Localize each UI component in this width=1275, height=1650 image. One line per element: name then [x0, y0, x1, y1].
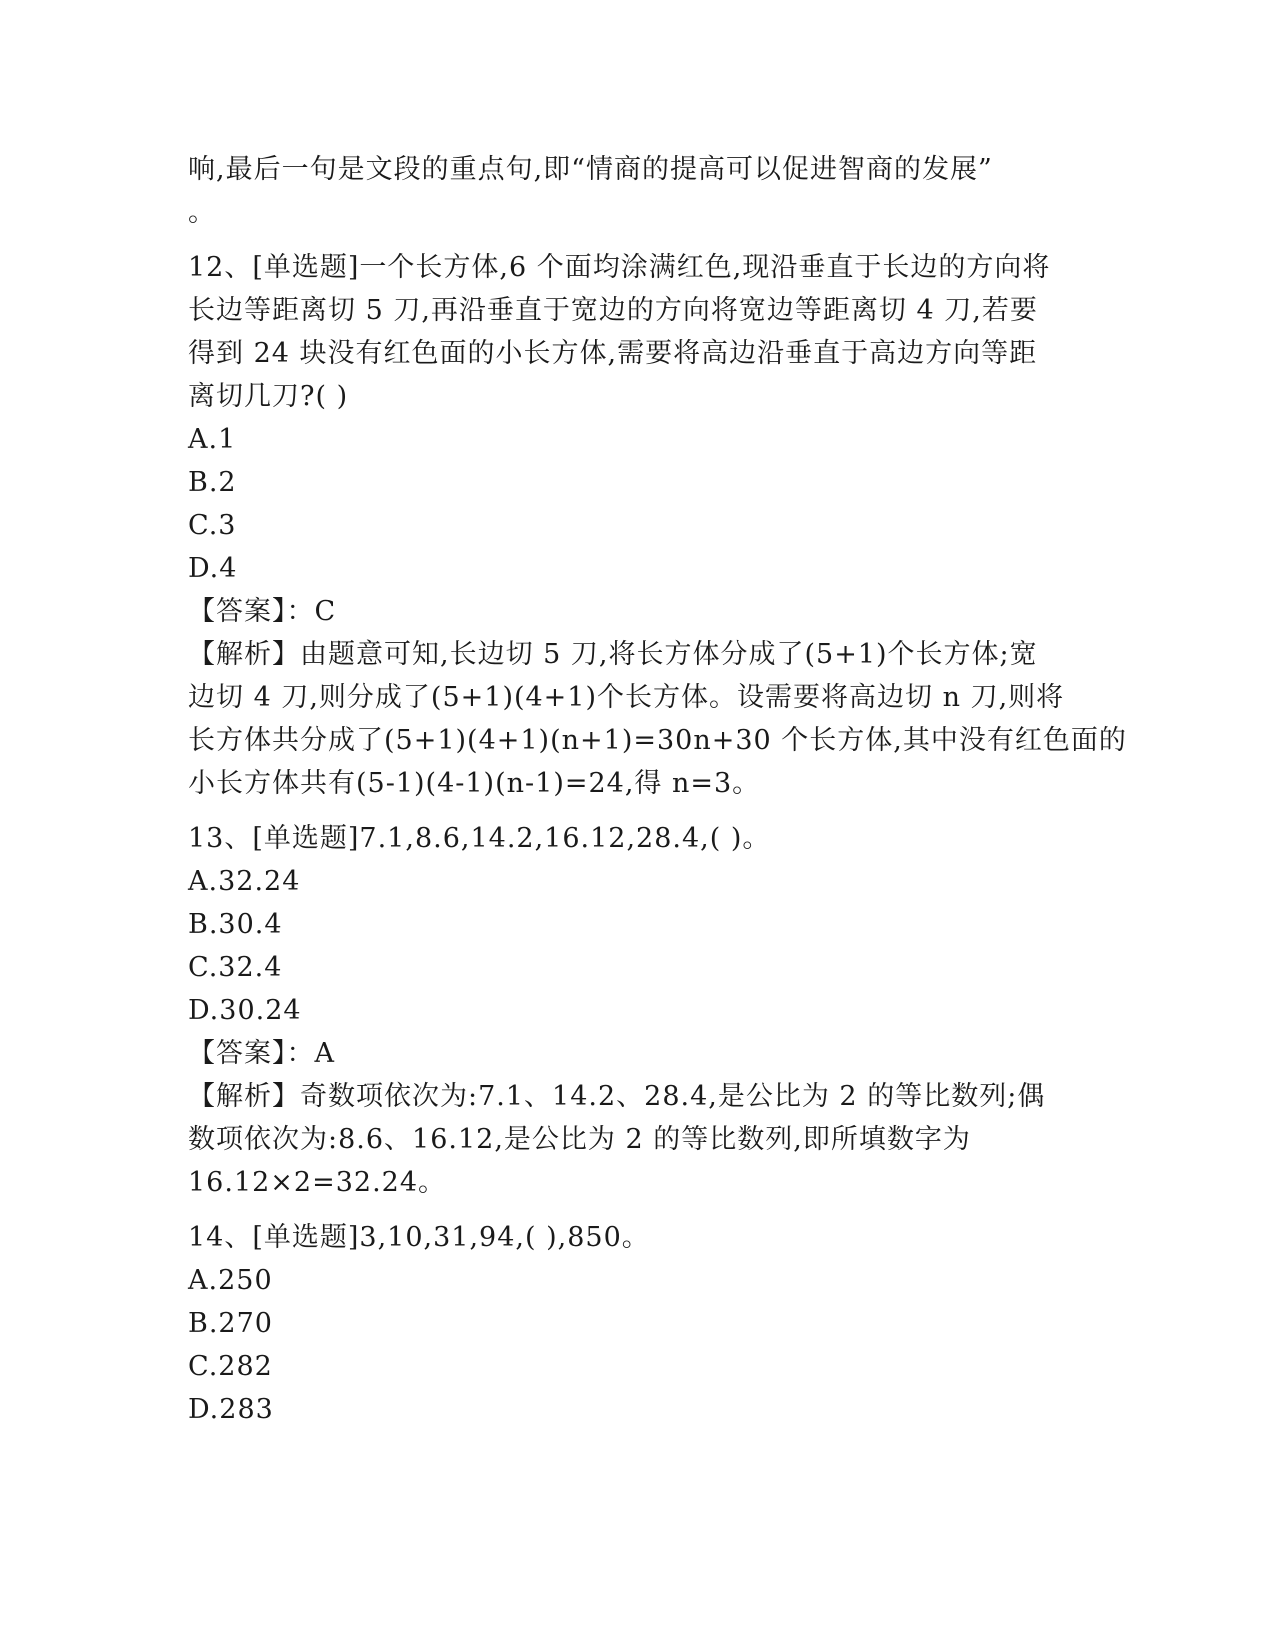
analysis-line: 数项依次为:8.6、16.12,是公比为 2 的等比数列,即所填数字为: [188, 1124, 971, 1155]
option-a: A.1: [188, 424, 237, 455]
option-a: A.250: [188, 1265, 273, 1296]
intro-line: 响,最后一句是文段的重点句,即“情商的提高可以促进智商的发展”: [188, 154, 993, 185]
option-d: D.4: [188, 553, 238, 584]
option-c: C.32.4: [188, 952, 283, 983]
question-stem-line: 长边等距离切 5 刀,再沿垂直于宽边的方向将宽边等距离切 4 刀,若要: [188, 295, 1038, 326]
option-b: B.30.4: [188, 909, 283, 940]
analysis-line: 16.12×2=32.24。: [188, 1167, 447, 1198]
option-d: D.30.24: [188, 995, 302, 1026]
question-stem-line: 得到 24 块没有红色面的小长方体,需要将高边沿垂直于高边方向等距: [188, 338, 1038, 369]
option-b: B.270: [188, 1308, 273, 1339]
paragraph-gap: [188, 1204, 1088, 1216]
analysis-line: 边切 4 刀,则分成了(5+1)(4+1)个长方体。设需要将高边切 n 刀,则将: [188, 682, 1065, 713]
paragraph-gap: [188, 234, 1088, 246]
question-stem-line: 12、[单选题]一个长方体,6 个面均涂满红色,现沿垂直于长边的方向将: [188, 252, 1051, 283]
question-13: [188, 817, 1088, 1204]
option-a: A.32.24: [188, 866, 301, 897]
question-stem-line: 离切几刀?( ): [188, 381, 349, 412]
paragraph-gap: [188, 805, 1088, 817]
analysis-line: 长方体共分成了(5+1)(4+1)(n+1)=30n+30 个长方体,其中没有红色面的: [188, 725, 1127, 756]
option-b: B.2: [188, 467, 237, 498]
question-stem-line: 14、[单选题]3,10,31,94,( ),850。: [188, 1222, 650, 1253]
intro-paragraph: [188, 148, 1088, 234]
intro-line: 。: [188, 197, 216, 228]
document-body: [188, 148, 1127, 1431]
option-d: D.283: [188, 1394, 274, 1425]
analysis-line: 【解析】由题意可知,长边切 5 刀,将长方体分成了(5+1)个长方体;宽: [188, 639, 1038, 670]
option-c: C.3: [188, 510, 237, 541]
question-stem-line: 13、[单选题]7.1,8.6,14.2,16.12,28.4,( )。: [188, 823, 771, 854]
answer-line: 【答案】：A: [188, 1038, 335, 1069]
analysis-line: 小长方体共有(5-1)(4-1)(n-1)=24,得 n=3。: [188, 768, 761, 799]
answer-line: 【答案】：C: [188, 596, 337, 627]
question-12: [188, 246, 1127, 805]
option-c: C.282: [188, 1351, 273, 1382]
analysis-line: 【解析】奇数项依次为:7.1、14.2、28.4,是公比为 2 的等比数列;偶: [188, 1081, 1046, 1112]
question-14: [188, 1216, 1088, 1431]
